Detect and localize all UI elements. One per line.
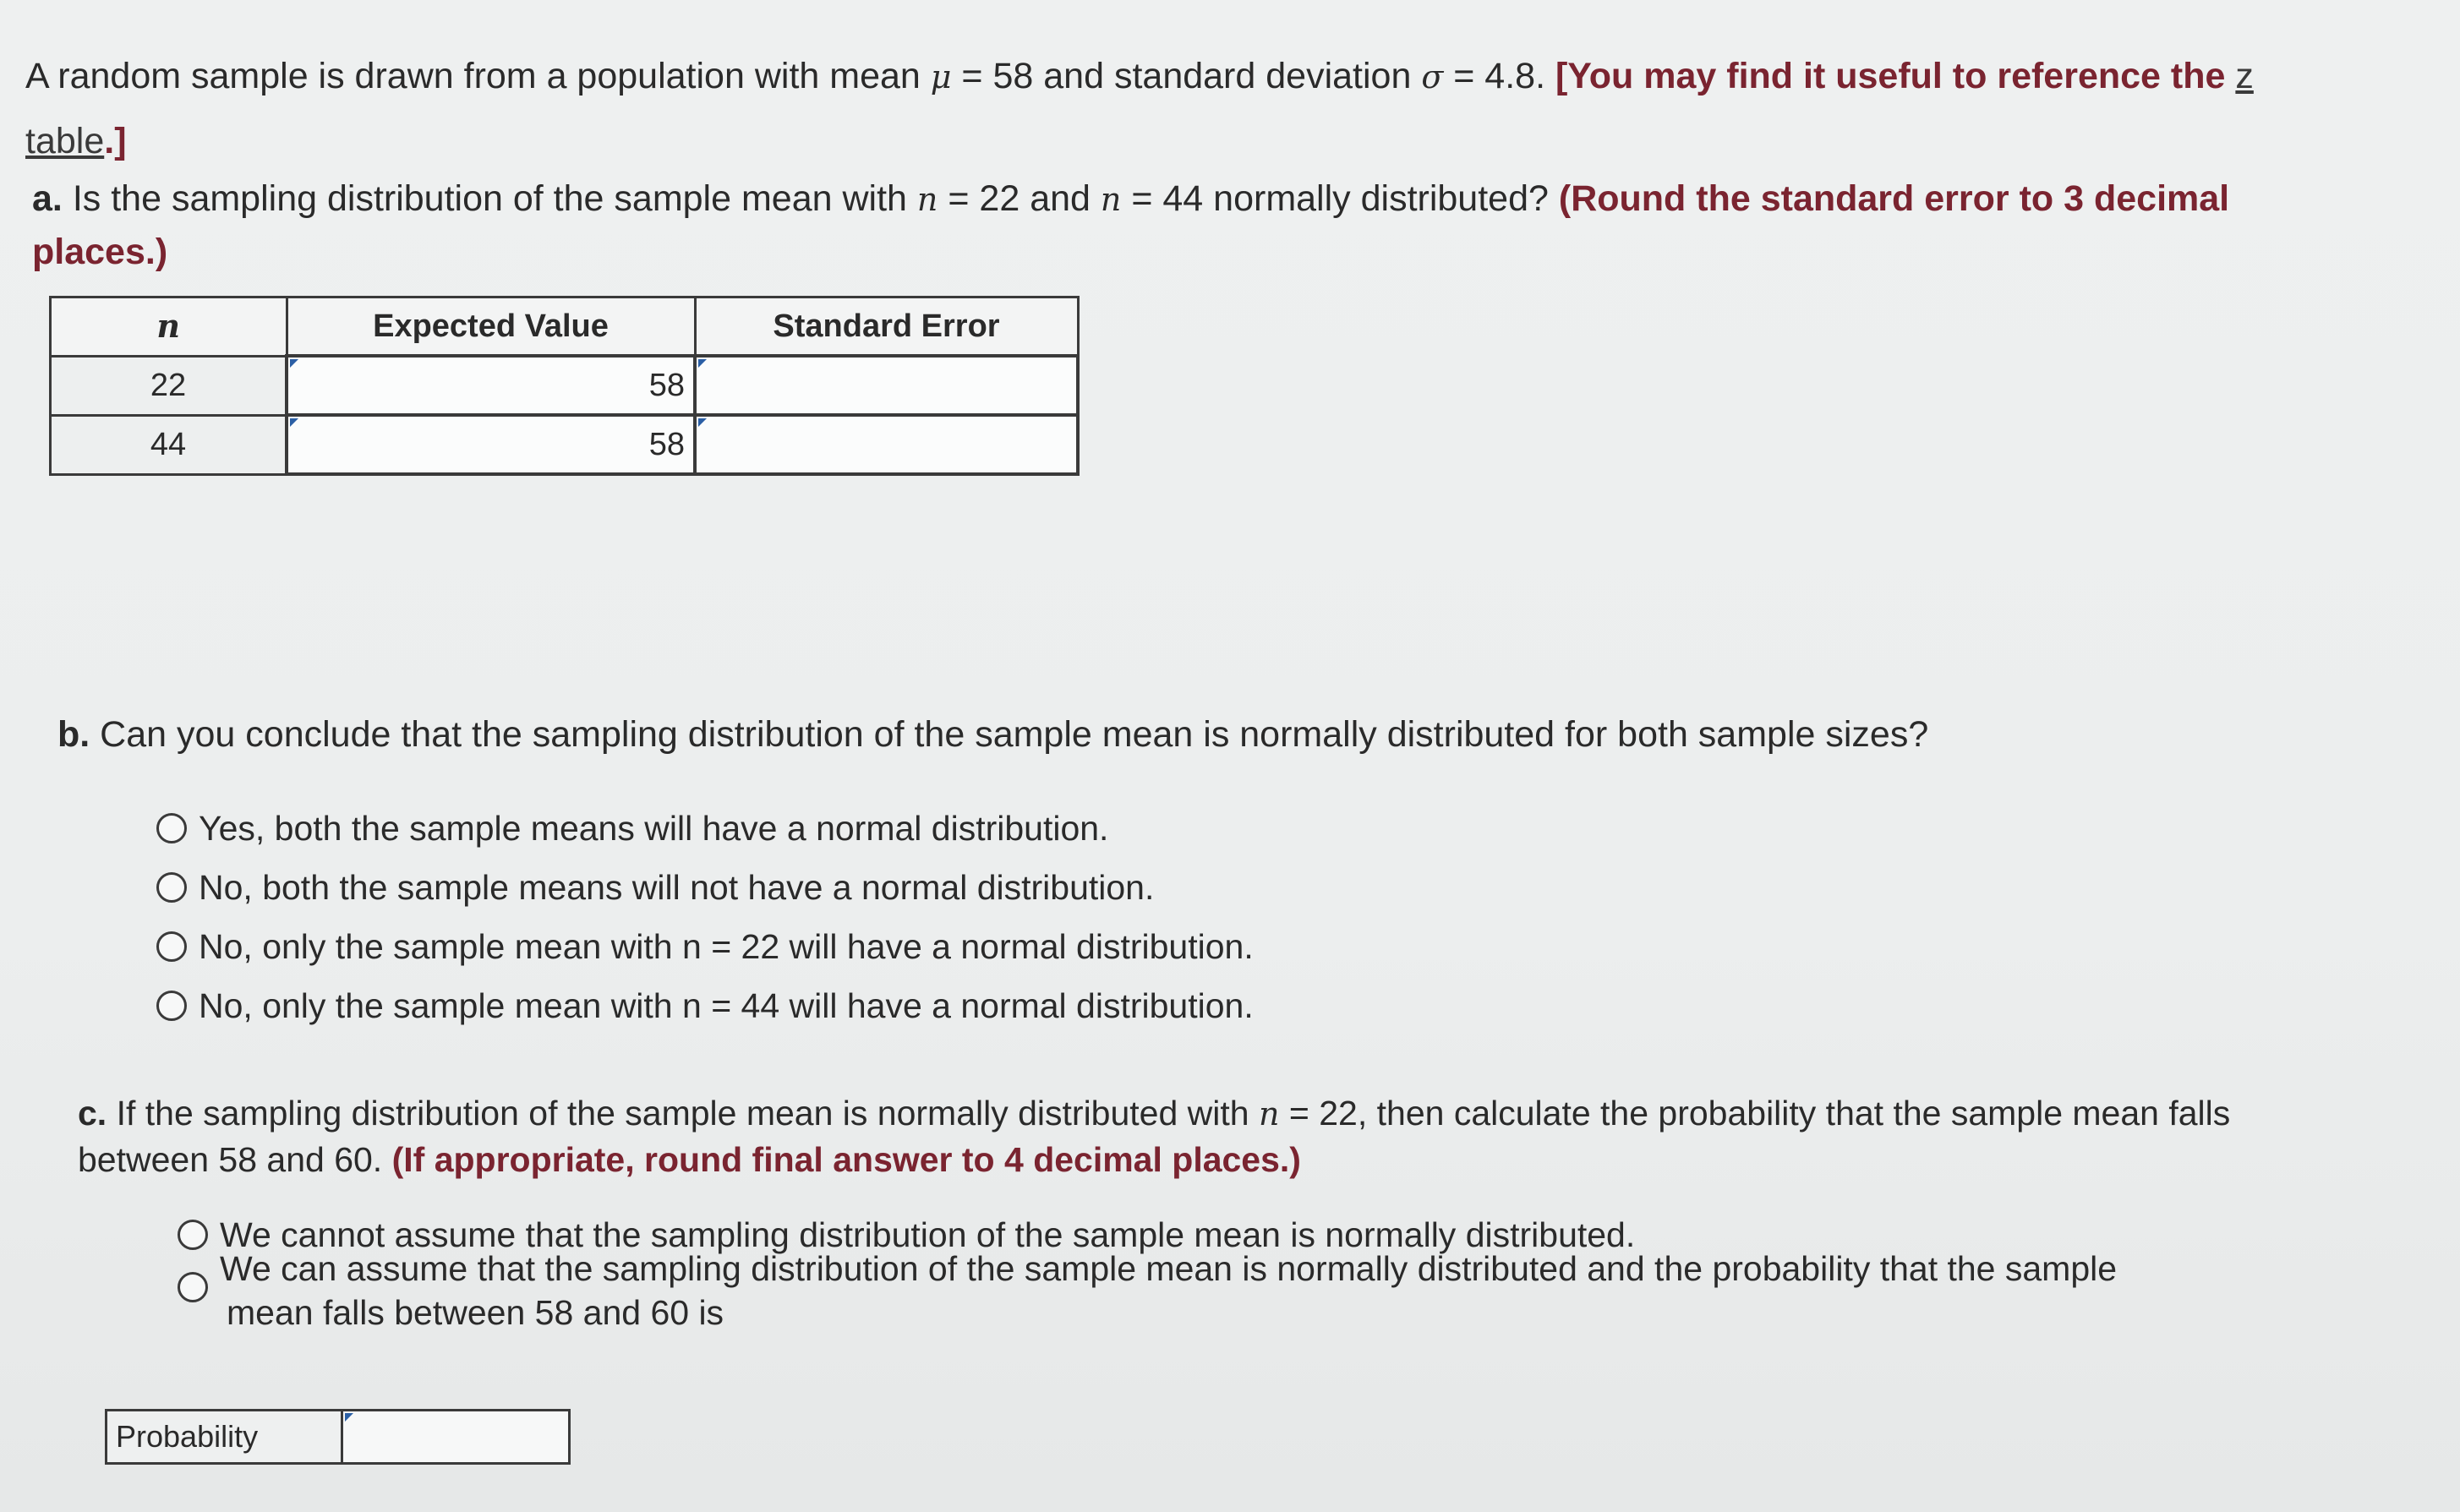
answer-flag-icon	[698, 359, 707, 368]
z-table-link[interactable]: z table	[25, 56, 2254, 161]
expected-value-input[interactable]	[287, 415, 695, 474]
part-c-instruction: (If appropriate, round final answer to 4 decimal places.)	[391, 1140, 1301, 1179]
mu-symbol: μ	[930, 58, 952, 96]
expected-value-input[interactable]	[287, 356, 695, 415]
part-a-text2: normally distributed?	[1213, 178, 1549, 219]
n-symbol-2: n	[1100, 181, 1122, 218]
probability-row	[105, 1409, 571, 1465]
part-c-question	[78, 1090, 2276, 1182]
radio-option[interactable]	[156, 976, 1254, 1035]
radio-button[interactable]	[156, 991, 187, 1021]
radio-option[interactable]	[178, 1249, 2291, 1332]
n-cell: 22	[51, 356, 287, 415]
option-label: Yes, both the sample means will have a normal distribution.	[199, 808, 1109, 848]
radio-button[interactable]	[156, 931, 187, 962]
part-c-text2: then calculate the probability that the sample mean falls between 58 and 60.	[78, 1094, 2231, 1179]
radio-option[interactable]	[156, 858, 1254, 917]
option-label-line1: We can assume that the sampling distribution of the sample mean is normally distributed and the probability that the sample	[220, 1249, 2118, 1288]
option-label: No, only the sample mean with n = 22 will have a normal distribution.	[199, 926, 1254, 966]
part-a-text1: Is the sampling distribution of the sample mean with	[72, 178, 907, 219]
part-c-options	[178, 1207, 2291, 1332]
part-a-question	[32, 172, 2365, 278]
answer-flag-icon	[290, 359, 298, 368]
part-b-letter: b.	[57, 714, 90, 755]
part-b-text: Can you conclude that the sampling distribution of the sample mean is normally distributed for both sample sizes?	[100, 714, 1929, 755]
n1-eq: = 22	[948, 178, 1020, 219]
part-b-options	[156, 799, 1254, 1035]
expected-value-text: 58	[648, 426, 685, 462]
part-a-instruction: (Round the standard error to 3 decimal places.)	[32, 178, 2230, 272]
part-a-letter: a.	[32, 178, 63, 219]
answer-table	[49, 296, 1080, 476]
intro-prefix: A random sample is drawn from a population with mean	[25, 56, 921, 96]
part-b-question	[57, 714, 1928, 756]
n2-eq: = 44	[1131, 178, 1204, 219]
answer-flag-icon	[698, 418, 707, 427]
table-header-row	[51, 297, 1079, 357]
part-c-n-eq: = 22,	[1288, 1094, 1368, 1133]
radio-option[interactable]	[156, 917, 1254, 976]
expected-value-text: 58	[648, 367, 685, 403]
answer-flag-icon	[345, 1413, 353, 1422]
probability-input[interactable]	[343, 1411, 568, 1462]
reference-note-end: .]	[104, 121, 127, 161]
option-label-line2: mean falls between 58 and 60 is	[227, 1293, 724, 1332]
n-cell: 44	[51, 415, 287, 474]
sigma-symbol: σ	[1421, 58, 1444, 96]
radio-option[interactable]	[156, 799, 1254, 858]
option-label: No, only the sample mean with n = 44 will have a normal distribution.	[199, 985, 1254, 1025]
radio-button[interactable]	[178, 1220, 208, 1250]
header-n: n	[51, 297, 287, 357]
standard-error-input[interactable]	[695, 356, 1078, 415]
table-row	[51, 415, 1079, 474]
option-label: No, both the sample means will not have a normal distribution.	[199, 867, 1155, 907]
reference-note-start: [You may find it useful to reference the	[1555, 56, 2226, 96]
option-label	[220, 1247, 2117, 1335]
problem-intro	[25, 44, 2325, 173]
radio-button[interactable]	[156, 813, 187, 843]
standard-error-input[interactable]	[695, 415, 1078, 474]
radio-button[interactable]	[156, 872, 187, 903]
answer-flag-icon	[290, 418, 298, 427]
header-standard-error: Standard Error	[695, 297, 1078, 357]
sigma-value: = 4.8.	[1453, 56, 1546, 96]
and-word: and	[1030, 178, 1091, 219]
n-symbol-c: n	[1258, 1095, 1280, 1133]
radio-button[interactable]	[178, 1272, 208, 1302]
n-symbol: n	[916, 181, 938, 218]
header-expected-value: Expected Value	[287, 297, 695, 357]
part-c-letter: c.	[78, 1094, 107, 1133]
part-c-text1: If the sampling distribution of the sample mean is normally distributed with	[116, 1094, 1249, 1133]
table-row	[51, 356, 1079, 415]
intro-mid: and standard deviation	[1043, 56, 1412, 96]
option-label: We cannot assume that the sampling distribution of the sample mean is normally distributed.	[220, 1215, 1636, 1254]
mu-value: = 58	[961, 56, 1034, 96]
probability-label: Probability	[107, 1411, 343, 1462]
